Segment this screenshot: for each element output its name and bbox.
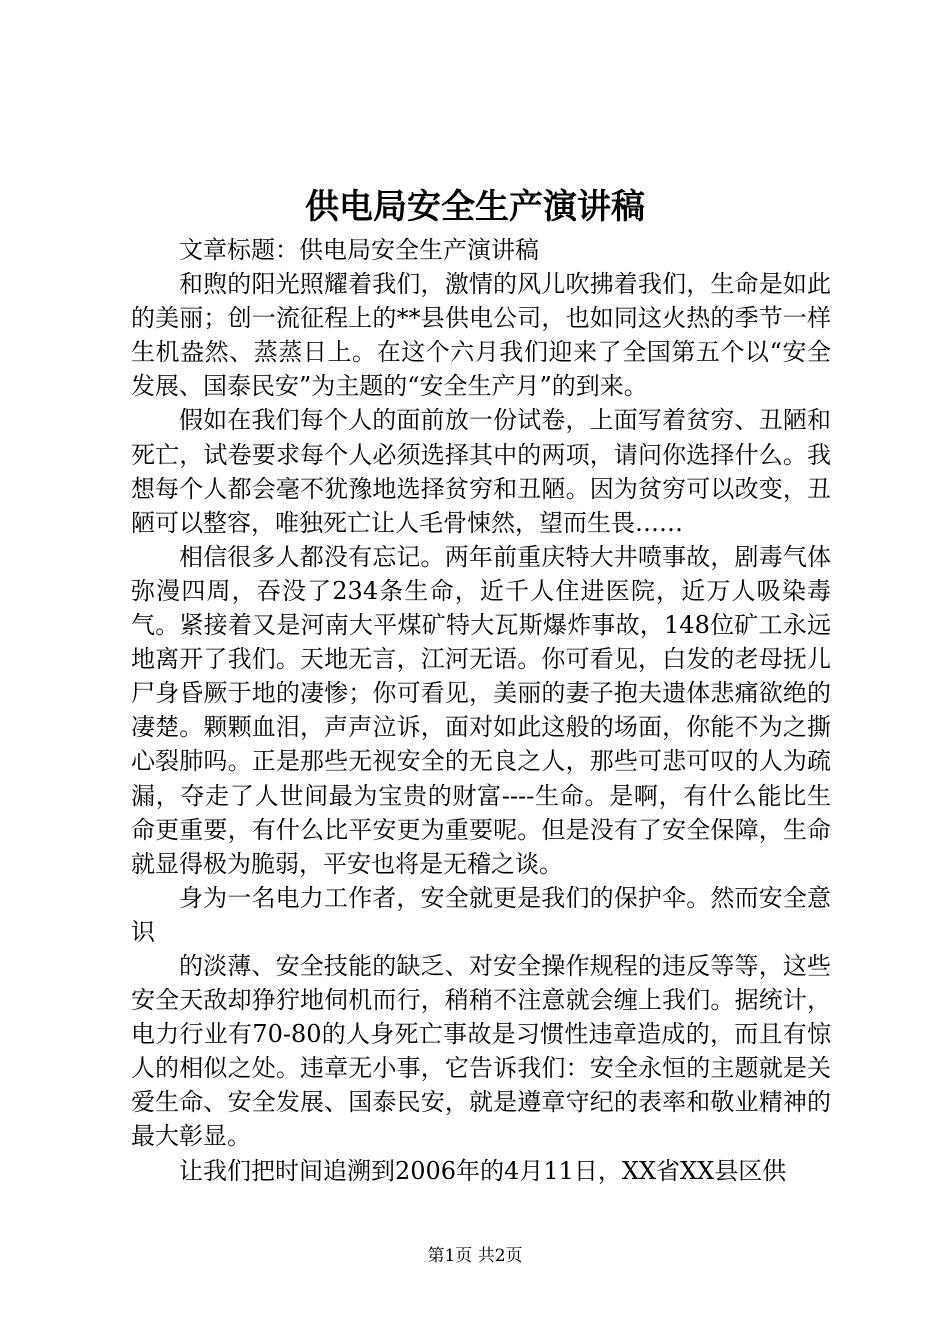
paragraph-article-title: 文章标题：供电局安全生产演讲稿 [179, 236, 539, 264]
paragraph: 和煦的阳光照耀着我们，激情的风儿吹拂着我们，生命是如此的美丽；创一流征程上的**县供电公司，也如同这火热的季节一样生机盎然、蒸蒸日上。在这个六月我们迎来了全国第五个以“安全发展、国泰民安”为主题的“安全生产月”的到来。 [131, 270, 831, 401]
paragraph: 的淡薄、安全技能的缺乏、对安全操作规程的违反等等，这些安全天敌却狰狞地伺机而行，稍稍不注意就会缠上我们。据统计，电力行业有70-80的人身死亡事故是习惯性违章造成的，而且有惊人的相似之处。违章无小事，它告诉我们：安全永恒的主题就是关爱生命、安全发展、国泰民安，就是遵章守纪的表率和敬业精神的最大彰显。 [131, 951, 831, 1151]
paragraph: 假如在我们每个人的面前放一份试卷，上面写着贫穷、丑陋和死亡，试卷要求每个人必须选择其中的两项，请问你选择什么。我想每个人都会毫不犹豫地选择贫穷和丑陋。因为贫穷可以改变，丑陋可以整容，唯独死亡让人毛骨悚然，望而生畏…… [131, 406, 831, 537]
paragraph: 相信很多人都没有忘记。两年前重庆特大井喷事故，剧毒气体弥漫四周，吞没了234条生命，近千人住进医院，近万人吸染毒气。紧接着又是河南大平煤矿特大瓦斯爆炸事故，148位矿工永远地离开了我们。天地无言，江河无语。你可看见，白发的老母抚儿尸身昏厥于地的凄惨；你可看见，美丽的妻子抱夫遗体悲痛欲绝的凄楚。颗颗血泪，声声泣诉，面对如此这般的场面，你能不为之撕心裂肺吗。正是那些无视安全的无良之人，那些可悲可叹的人为疏漏，夺走了人世间最为宝贵的财富----生命。是啊，有什么能比生命更重要，有什么比平安更为重要呢。但是没有了安全保障，生命就显得极为脆弱，平安也将是无稽之谈。 [131, 542, 831, 878]
paragraph: 身为一名电力工作者，安全就更是我们的保护伞。然而安全意识 [131, 883, 831, 946]
paragraph: 让我们把时间追溯到2006年的4月11日，XX省XX县区供 [179, 1156, 787, 1185]
document-title: 供电局安全生产演讲稿 [305, 187, 645, 227]
document-body [131, 233, 831, 1188]
page-footer: 第1页 共2页 [427, 1246, 523, 1266]
